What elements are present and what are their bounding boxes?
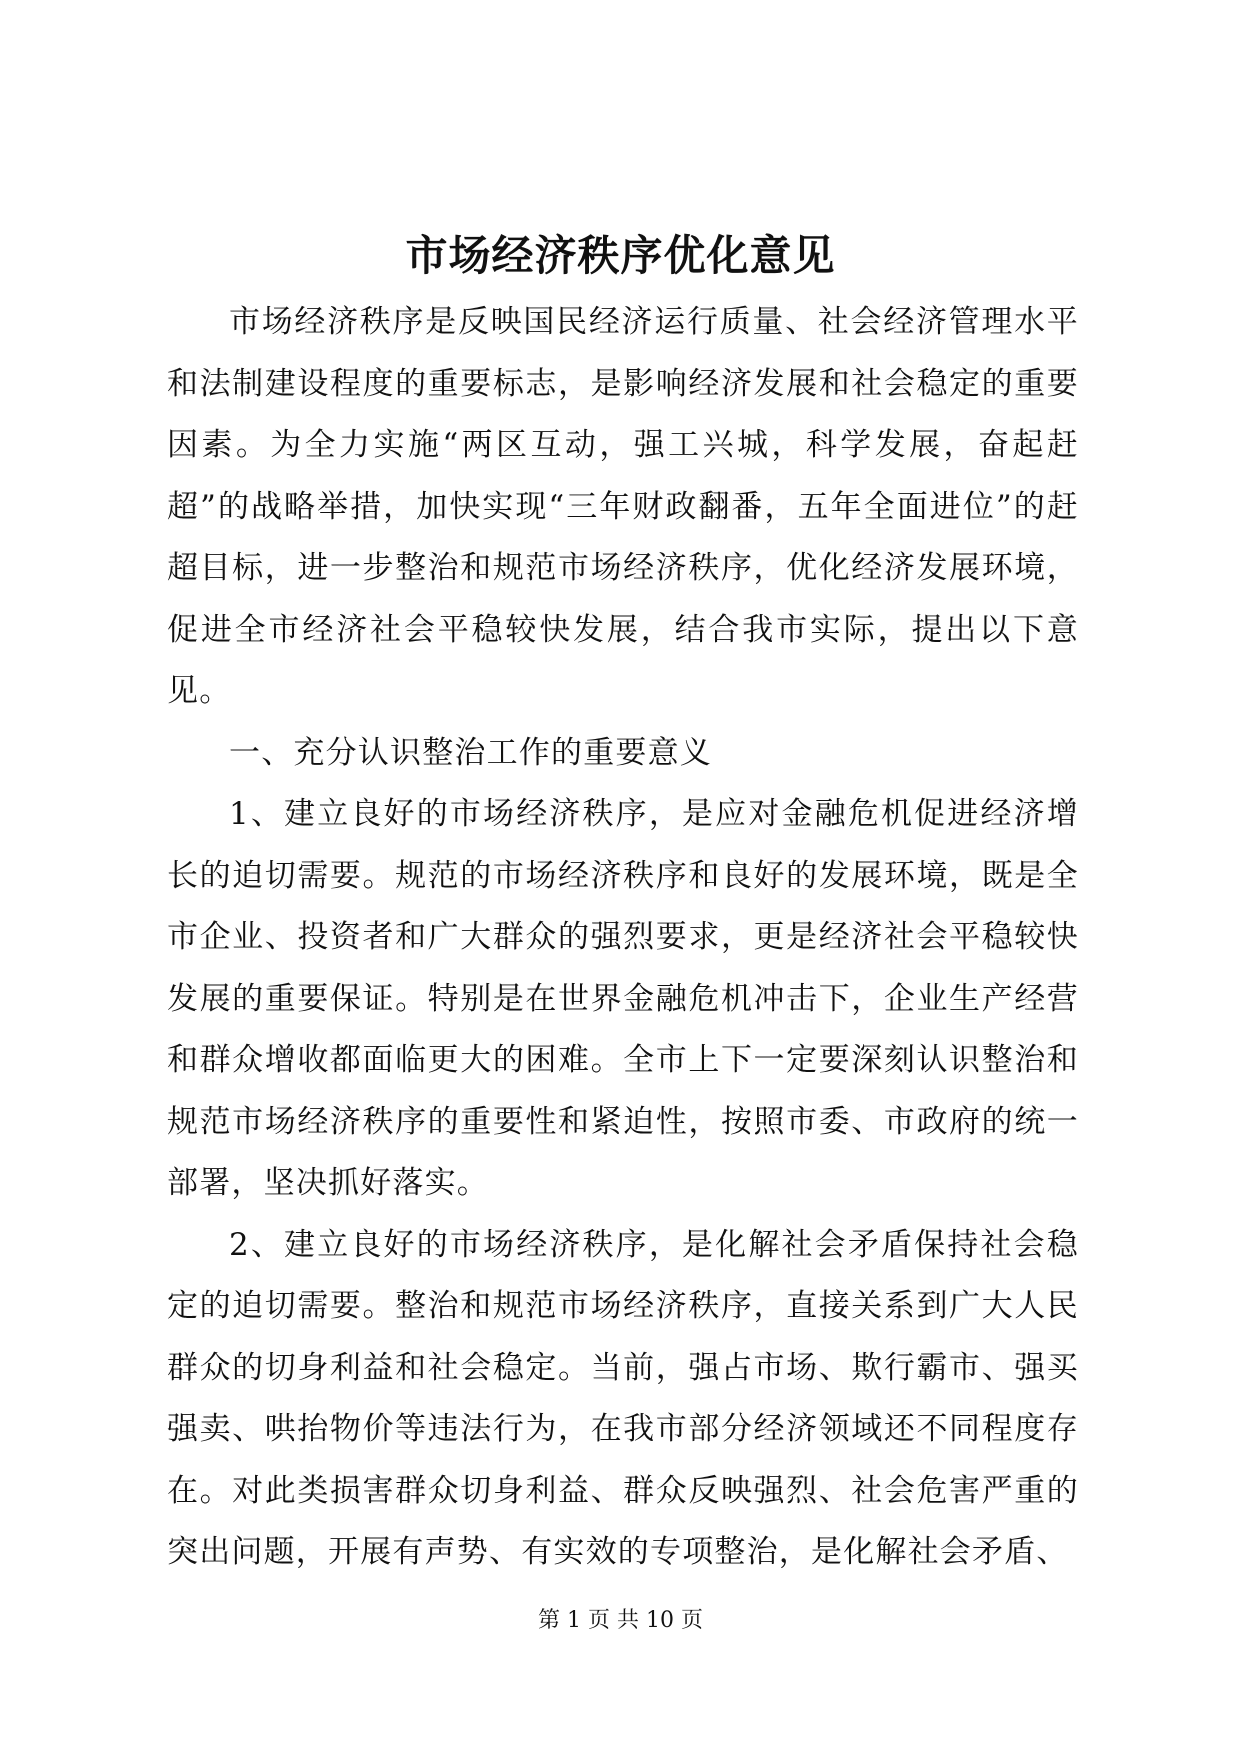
page-number-footer: 第 1 页 共 10 页 (538, 1608, 703, 1633)
document-body (167, 292, 1079, 1584)
document-title: 市场经济秩序优化意见 (405, 231, 836, 280)
paragraph-intro: 市场经济秩序是反映国民经济运行质量、社会经济管理水平和法制建设程度的重要标志，是影响经济发展和社会稳定的重要因素。为全力实施“两区互动，强工兴城，科学发展，奋起赶超”的战略举措，加快实现“三年财政翻番，五年全面进位”的赶超目标，进一步整治和规范市场经济秩序，优化经济发展环境，促进全市经济社会平稳较快发展，结合我市实际，提出以下意见。 (167, 304, 1079, 709)
paragraph-point-2: 2、建立良好的市场经济秩序，是化解社会矛盾保持社会稳定的迫切需要。整治和规范市场经济秩序，直接关系到广大人民群众的切身利益和社会稳定。当前，强占市场、欺行霸市、强买强卖、哄抬物价等违法行为，在我市部分经济领域还不同程度存在。对此类损害群众切身利益、群众反映强烈、社会危害严重的突出问题，开展有声势、有实效的专项整治，是化解社会矛盾、 (167, 1226, 1079, 1570)
paragraph-point-1: 1、建立良好的市场经济秩序，是应对金融危机促进经济增长的迫切需要。规范的市场经济秩序和良好的发展环境，既是全市企业、投资者和广大群众的强烈要求，更是经济社会平稳较快发展的重要保证。特别是在世界金融危机冲击下，企业生产经营和群众增收都面临更大的困难。全市上下一定要深刻认识整治和规范市场经济秩序的重要性和紧迫性，按照市委、市政府的统一部署，坚决抓好落实。 (167, 796, 1079, 1201)
section-heading-1: 一、充分认识整治工作的重要意义 (229, 734, 712, 771)
